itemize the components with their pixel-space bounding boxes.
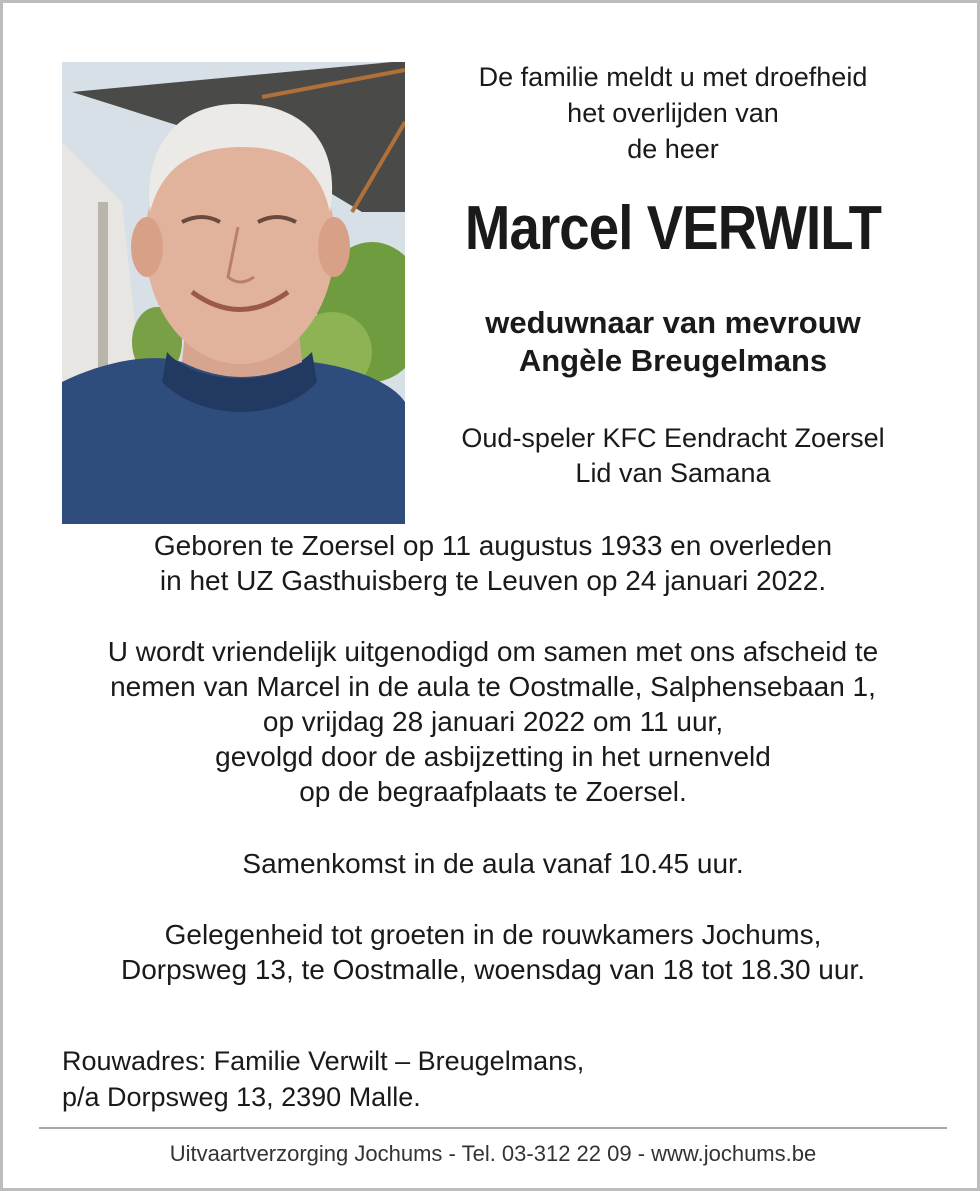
invitation-line: op vrijdag 28 januari 2022 om 11 uur,	[262, 706, 724, 737]
invitation-line: op de begraafplaats te Zoersel.	[299, 776, 687, 807]
gathering-line: Samenkomst in de aula vanaf 10.45 uur.	[242, 848, 744, 879]
visitation-line: Gelegenheid tot groeten in de rouwkamers Jochums,	[164, 919, 822, 950]
spouse-info	[423, 304, 923, 380]
intro-line: het overlijden van	[567, 98, 779, 128]
funeral-home-footer: Uitvaartverzorging Jochums - Tel. 03-312 22 09 - www.jochums.be	[169, 1141, 817, 1166]
birth-death-line: Geboren te Zoersel op 11 augustus 1933 en overleden	[153, 530, 833, 561]
invitation-line: gevolgd door de asbijzetting in het urnenveld	[215, 741, 771, 772]
intro-line: De familie meldt u met droefheid	[478, 62, 868, 92]
announcement-intro	[423, 59, 923, 167]
visitation-line: Dorpsweg 13, te Oostmalle, woensdag van 18 tot 18.30 uur.	[120, 954, 865, 985]
affiliations	[423, 421, 923, 491]
footer-divider	[39, 1127, 947, 1129]
portrait-photo	[62, 62, 405, 524]
spouse-line: Angèle Breugelmans	[518, 343, 828, 378]
birth-death-line: in het UZ Gasthuisberg te Leuven op 24 januari 2022.	[159, 565, 827, 596]
address-line: p/a Dorpsweg 13, 2390 Malle.	[62, 1082, 421, 1112]
spouse-line: weduwnaar van mevrouw	[485, 305, 861, 340]
deceased-name: Marcel VERWILT	[464, 194, 882, 263]
affiliation-line: Oud-speler KFC Eendracht Zoersel	[461, 423, 885, 453]
visitation-info	[43, 917, 943, 987]
gathering-info	[43, 846, 943, 881]
invitation-line: U wordt vriendelijk uitgenodigd om samen met ons afscheid te	[107, 636, 879, 667]
invitation-line: nemen van Marcel in de aula te Oostmalle, Salphensebaan 1,	[110, 671, 876, 702]
mourning-address	[62, 1043, 762, 1115]
birth-death-info	[43, 528, 943, 598]
intro-line: de heer	[627, 134, 719, 164]
affiliation-line: Lid van Samana	[575, 458, 771, 488]
address-line: Rouwadres: Familie Verwilt – Breugelmans,	[62, 1046, 585, 1076]
funeral-invitation	[43, 634, 943, 809]
